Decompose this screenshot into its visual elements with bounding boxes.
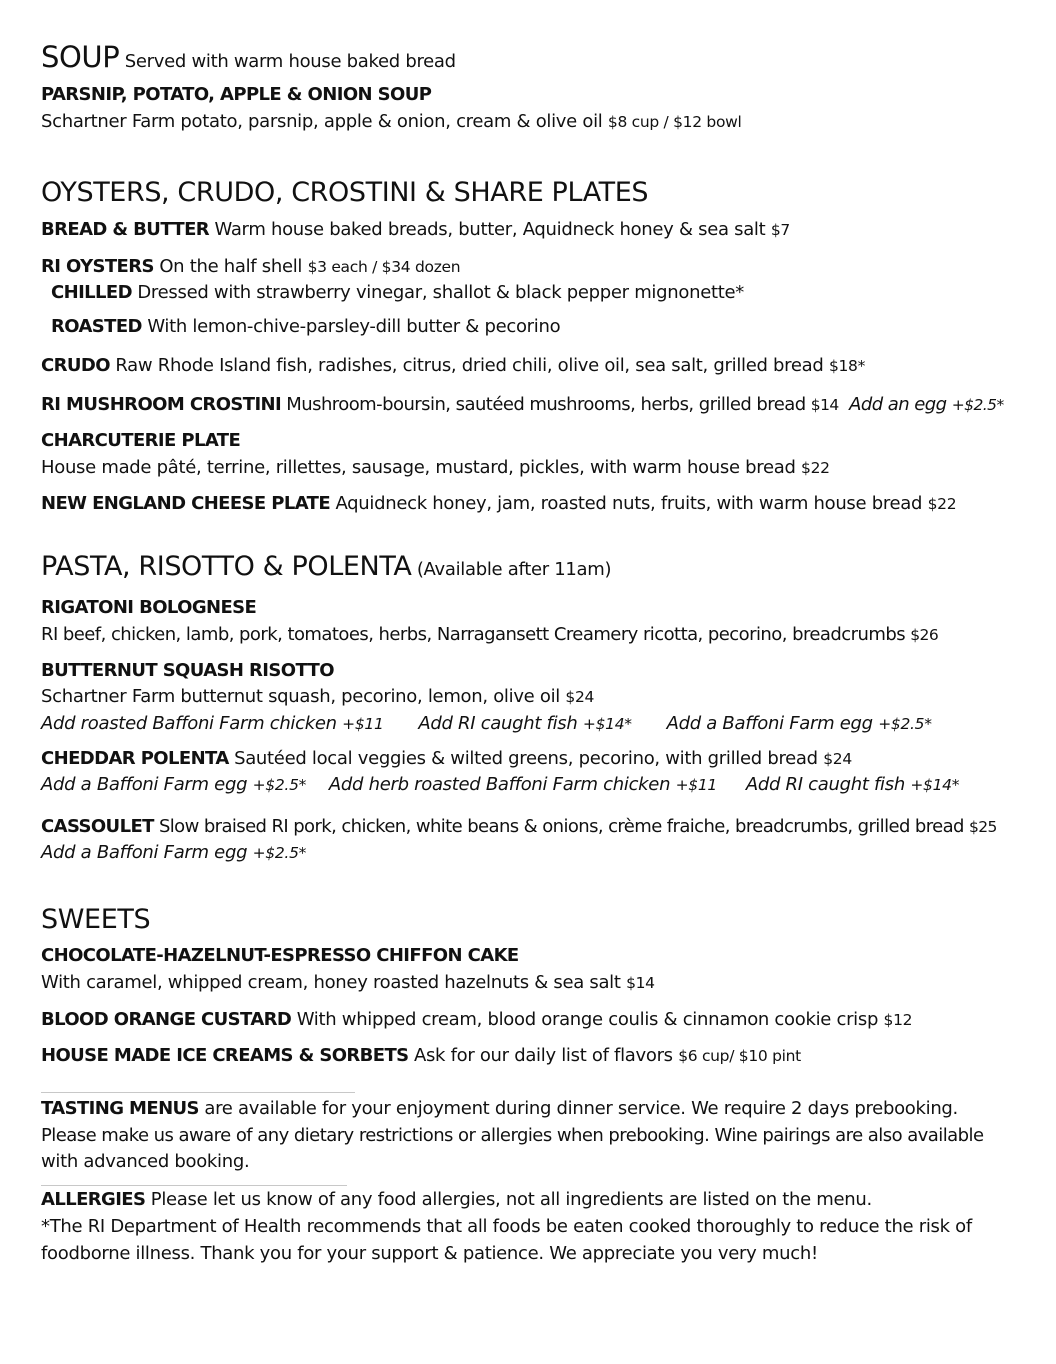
allergies-text: Please let us know of any food allergies, not all ingredients are listed on the menu. (150, 1189, 872, 1210)
tasting-label: TASTING MENUS (41, 1098, 199, 1119)
item-price: $26 (910, 626, 939, 644)
menu-item-charcuterie-name: CHARCUTERIE PLATE (41, 430, 241, 451)
addon-price: +$2.5* (878, 715, 932, 733)
menu-item-charcuterie-desc (41, 457, 830, 479)
addon-price: +$11 (675, 776, 717, 794)
item-price: $25 (968, 818, 997, 836)
item-desc: Ask for our daily list of flavors (413, 1045, 673, 1066)
addon-price: +$14* (910, 776, 960, 794)
addon-label: Add a Baffoni Farm egg (41, 774, 248, 795)
item-desc: Schartner Farm butternut squash, pecorino, lemon, olive oil (41, 686, 560, 707)
item-price: $22 (801, 459, 830, 477)
addon-label: Add a Baffoni Farm egg (41, 842, 248, 863)
addon-label: Add herb roasted Baffoni Farm chicken (328, 774, 671, 795)
item-price: $24 (823, 750, 852, 768)
menu-item-risotto-name: BUTTERNUT SQUASH RISOTTO (41, 660, 334, 681)
menu-item-bread (41, 219, 790, 241)
item-price: $6 cup/ $10 pint (678, 1047, 801, 1065)
item-name: CHEDDAR POLENTA (41, 748, 229, 769)
item-price: $18* (828, 357, 866, 375)
sweets-title: SWEETS (41, 904, 151, 935)
risotto-addons (41, 713, 932, 735)
item-desc: Raw Rhode Island fish, radishes, citrus, dried chili, olive oil, sea salt, grilled bread (115, 355, 824, 376)
menu-item-custard (41, 1009, 912, 1031)
menu-item-polenta (41, 748, 852, 770)
item-price: $7 (770, 221, 790, 239)
menu-item-rigatoni-desc (41, 624, 938, 646)
item-desc: With lemon-chive-parsley-dill butter & pecorino (147, 316, 561, 337)
allergies-label: ALLERGIES (41, 1189, 146, 1210)
addon-price: +$2.5* (252, 844, 307, 862)
menu-item-rigatoni-name: RIGATONI BOLOGNESE (41, 597, 257, 618)
menu-item-crudo (41, 355, 865, 377)
item-price: $14 (626, 974, 655, 992)
oysters-title: OYSTERS, CRUDO, CROSTINI & SHARE PLATES (41, 177, 649, 208)
soup-item-name: PARSNIP, POTATO, APPLE & ONION SOUP (41, 84, 432, 105)
allergies-note-line1 (41, 1189, 872, 1211)
addon-price: +$2.5* (252, 776, 307, 794)
tasting-note-line3: with advanced booking. (41, 1151, 250, 1172)
item-desc: Dressed with strawberry vinegar, shallot & black pepper mignonette* (137, 282, 744, 303)
divider (41, 1092, 355, 1093)
addon-price: +$14* (582, 715, 632, 733)
item-desc: Slow braised RI pork, chicken, white beans & onions, crème fraiche, breadcrumbs, grilled bread (158, 816, 964, 837)
pasta-header (41, 550, 611, 584)
item-desc: RI beef, chicken, lamb, pork, tomatoes, herbs, Narragansett Creamery ricotta, pecorino, breadcrumbs (41, 624, 906, 645)
menu-item-cake-name: CHOCOLATE-HAZELNUT-ESPRESSO CHIFFON CAKE (41, 945, 519, 966)
addon-price: +$11 (342, 715, 384, 733)
item-price: $12 (883, 1011, 913, 1029)
item-name: RI MUSHROOM CROSTINI (41, 394, 282, 415)
item-desc: On the half shell (159, 256, 303, 277)
item-name: BLOOD ORANGE CUSTARD (41, 1009, 292, 1030)
item-name: CASSOULET (41, 816, 154, 837)
soup-item-price: $8 cup / $12 bowl (607, 113, 742, 131)
tasting-text: are available for your enjoyment during dinner service. We require 2 days prebooking. (204, 1098, 958, 1119)
tasting-note-line1 (41, 1098, 958, 1120)
soup-header (41, 40, 456, 74)
item-desc: With whipped cream, blood orange coulis & cinnamon cookie crisp (296, 1009, 879, 1030)
soup-item-desc-line (41, 111, 742, 133)
divider (41, 1185, 347, 1186)
item-name: ROASTED (51, 316, 142, 337)
item-desc: Aquidneck honey, jam, roasted nuts, fruits, with warm house bread (335, 493, 923, 514)
addon-label: Add RI caught fish (745, 774, 905, 795)
soup-subtitle: Served with warm house baked bread (124, 51, 456, 72)
menu-item-icecream (41, 1045, 801, 1067)
item-desc: Warm house baked breads, butter, Aquidneck honey & sea salt (214, 219, 766, 240)
item-name: CRUDO (41, 355, 110, 376)
menu-item-risotto-desc (41, 686, 594, 708)
soup-item-desc: Schartner Farm potato, parsnip, apple & onion, cream & olive oil (41, 111, 603, 132)
addon-label: Add a Baffoni Farm egg (666, 713, 873, 734)
soup-title: SOUP (41, 40, 120, 74)
item-desc: Mushroom-boursin, sautéed mushrooms, herbs, grilled bread (286, 394, 806, 415)
menu-subitem-chilled (51, 282, 744, 304)
item-name: RI OYSTERS (41, 256, 154, 277)
pasta-subtitle: (Available after 11am) (416, 559, 612, 580)
item-price: $24 (565, 688, 595, 706)
menu-item-cheese (41, 493, 956, 515)
item-name: HOUSE MADE ICE CREAMS & SORBETS (41, 1045, 409, 1066)
polenta-addons (41, 774, 959, 796)
allergies-note-line2: *The RI Department of Health recommends that all foods be eaten cooked thoroughly to reduce the risk of (41, 1216, 972, 1237)
pasta-title: PASTA, RISOTTO & POLENTA (41, 551, 412, 582)
menu-subitem-roasted (51, 316, 560, 338)
item-desc: With caramel, whipped cream, honey roasted hazelnuts & sea salt (41, 972, 621, 993)
menu-item-cake-desc (41, 972, 655, 994)
item-name: NEW ENGLAND CHEESE PLATE (41, 493, 331, 514)
item-desc: House made pâté, terrine, rillettes, sausage, mustard, pickles, with warm house bread (41, 457, 796, 478)
item-name: CHILLED (51, 282, 132, 303)
item-price: $3 each / $34 dozen (307, 258, 461, 276)
item-name: BREAD & BUTTER (41, 219, 210, 240)
addon-label: Add RI caught fish (418, 713, 578, 734)
item-desc: Sautéed local veggies & wilted greens, pecorino, with grilled bread (234, 748, 818, 769)
menu-item-ri-oysters (41, 256, 460, 278)
addon-price: +$2.5* (951, 396, 1004, 414)
menu-item-cassoulet (41, 816, 997, 838)
addon-label: Add roasted Baffoni Farm chicken (41, 713, 337, 734)
cassoulet-addon (41, 842, 306, 864)
tasting-note-line2: Please make us aware of any dietary restrictions or allergies when prebooking. Wine pairings are also available (41, 1125, 984, 1146)
addon-label: Add an egg (849, 394, 947, 415)
item-price: $22 (927, 495, 957, 513)
item-price: $14 (810, 396, 839, 414)
allergies-note-line3: foodborne illness. Thank you for your support & patience. We appreciate you very much! (41, 1243, 818, 1264)
menu-item-crostini (41, 394, 1004, 416)
